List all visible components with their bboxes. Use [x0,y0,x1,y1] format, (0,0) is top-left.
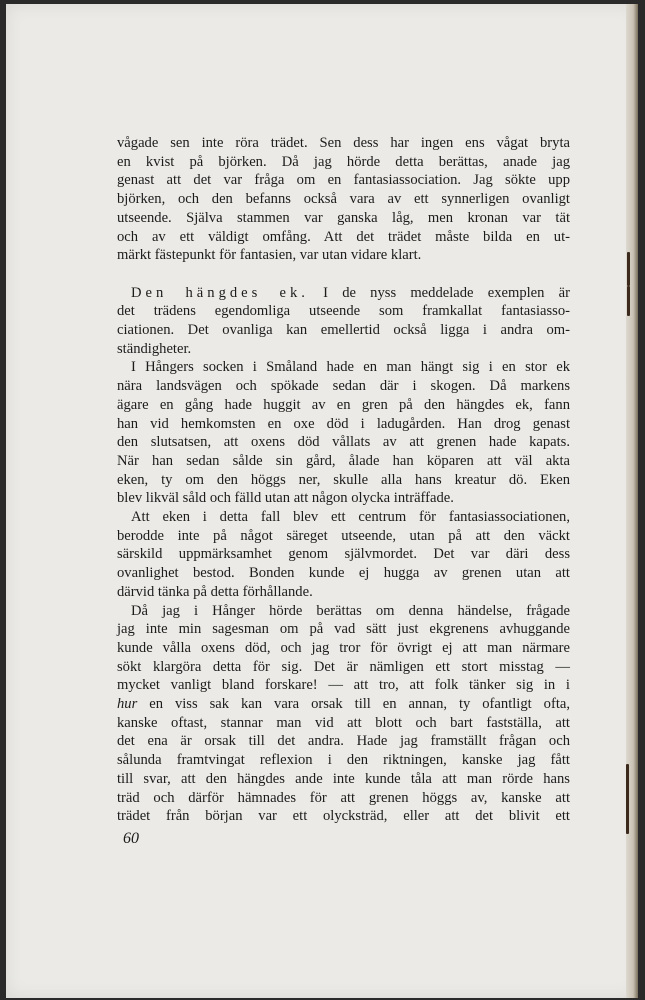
text-line: hur en viss sak kan vara orsak till en annan, ty ofantligt ofta, [117,696,570,713]
text-line: det ena är orsak till det andra. Hade jag framställt frågan och [117,733,570,750]
text-line: sökt klargöra detta för sig. Det är nämligen ett stort misstag — [117,658,570,675]
text-line: jag inte min sagesman om på vad sätt just ekgrenens avhuggande [117,621,570,638]
section-heading: Den hängdes ek. [131,284,309,301]
text-line: Då jag i Hånger hörde berättas om denna händelse, frågade [131,602,570,619]
page-spine-edge [626,4,638,998]
text-line: eken, ty om den höggs ner, skulle alla hans kreatur dö. Eken [117,471,570,488]
text-line: till svar, att den hängdes ande inte kunde tåla att man rörde hans [117,770,570,787]
paragraph [117,358,570,508]
text-line: kanske oftast, stannar man vid att blott och bart fastställa, att [117,714,570,731]
text-line: ciationen. Det ovanliga kan emellertid också ligga i andra om- [117,322,570,339]
text-line: ovanlighet bestod. Bonden kunde ej hugga av grenen utan att [117,565,570,582]
paragraph [117,284,570,359]
text-line: kunde vålla oxens död, och jag tror för övrigt ej att man närmare [117,639,570,656]
text-line: och av ett väldigt omfång. Att det trädet måste bilda en ut- [117,228,570,245]
text-line: träd och därför hämnades för att grenen höggs av, kanske att [117,789,570,806]
text-line: mycket vanligt bland forskare! — att tro, att folk tänker sig in i [117,677,570,694]
text-line: ständigheter. [117,340,192,357]
text-line: björken, och den befanns också vara av ett synnerligen ovanligt [117,191,570,208]
text-line: därvid tänka på detta förhållande. [117,583,313,600]
paragraph [117,134,570,265]
text-line: utseende. Själva stammen var ganska låg, men kronan var tät [117,209,570,226]
text-line: genast att det var fråga om en fantasiassociation. Jag sökte upp [117,172,570,189]
text-line [117,284,570,303]
text-line: sålunda framtvingat reflexion i den riktningen, kanske jag fått [117,752,570,769]
text-line: blev likväl såld och fälld utan att någon olycka inträffade. [117,490,454,507]
body-text [117,134,570,826]
text-line: det trädens egendomliga utseende som framkallat fantasiasso- [117,303,570,320]
text-line: nära landsvägen och spökade sedan där i skogen. Då markens [117,378,570,395]
text-line: När han sedan sålde sin gård, ålade han köparen att väl akta [117,452,570,469]
paragraph [117,602,570,826]
text-line: en kvist på björken. Då jag hörde detta berättas, anade jag [117,153,570,170]
binding-mark [627,252,630,286]
paragraph [117,508,570,602]
page-number: 60 [123,830,139,847]
emphasized-word: hur [117,696,138,713]
binding-mark [626,764,629,834]
text-line: den slutsatsen, att oxens död vållats av att grenen hade kapats. [117,434,570,451]
binding-mark [627,286,630,316]
book-page [6,4,638,998]
text-line: märkt fästepunkt för fantasien, var utan vidare klart. [117,247,422,264]
text-line: vågade sen inte röra trädet. Sen dess har ingen ens vågat bryta [117,135,570,151]
text-line: ägare en gång hade huggit av en gren på den hängdes ek, fann [117,396,570,413]
text-line: trädet från början var ett olycksträd, eller att det blivit ett [117,808,570,825]
text-line: särskild uppmärksamhet genom självmordet. Det var däri dess [117,546,570,563]
text-line: berodde inte på något säreget utseende, utan på att den väckt [117,527,570,544]
text-line: han vid hemkomsten en oxe död i ladugården. Han drog genast [117,415,570,432]
text-line: Att eken i detta fall blev ett centrum för fantasiassociationen, [131,509,570,526]
text-line: I Hångers socken i Småland hade en man hängt sig i en stor ek [131,359,570,376]
text-line-rest: I de nyss meddelade exemplen är [308,284,570,301]
